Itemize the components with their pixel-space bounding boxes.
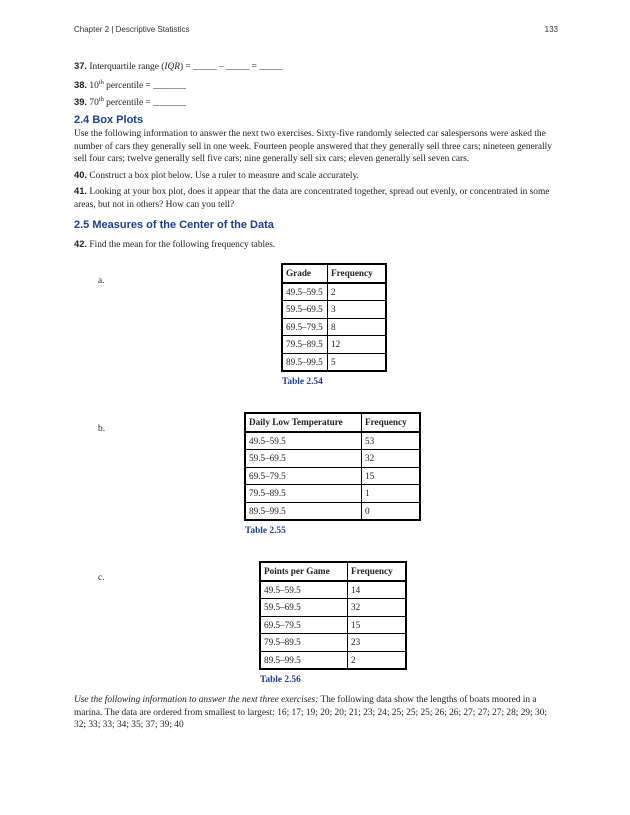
table-cell: 79.5–89.5 <box>245 485 362 503</box>
table-cell: 15 <box>362 467 421 485</box>
table-row <box>282 283 386 301</box>
exercise-number: 39. <box>74 96 88 108</box>
exercise-number: 37. <box>74 60 88 71</box>
boat-lengths-intro <box>74 694 558 732</box>
exercise-text: percentile = _______ <box>103 81 186 92</box>
table-cell: 79.5–89.5 <box>282 336 328 354</box>
exercise-text: ) = _____ – _____ = _____ <box>179 62 283 72</box>
table-row <box>260 581 406 599</box>
section-heading-box-plots: 2.4 Box Plots <box>74 114 144 126</box>
table-row <box>245 467 420 485</box>
column-header: Points per Game <box>260 562 348 581</box>
exercise-37 <box>74 60 558 74</box>
ordinal-suffix: th <box>98 96 104 103</box>
table-cell: 0 <box>362 502 421 520</box>
column-header: Grade <box>282 264 328 283</box>
exercise-text: Find the mean for the following frequency tables. <box>89 240 276 250</box>
exercise-number: 38. <box>74 79 88 91</box>
table-cell: 1 <box>362 485 421 503</box>
instruction-italic: Use the following information to answer the next three exercises: <box>74 695 319 705</box>
table-cell: 49.5–59.5 <box>260 581 348 599</box>
table-cell: 32 <box>348 599 407 617</box>
iqr-symbol: IQR <box>164 62 180 72</box>
item-label-b: b. <box>98 424 106 434</box>
page-number: 133 <box>544 25 558 34</box>
exercise-text: Looking at your box plot, does it appear that the data are concentrated together, spread out evenly, or concentrated in some areas, but not in others? How can you tell? <box>74 187 550 210</box>
table-row <box>260 651 406 669</box>
column-header: Daily Low Temperature <box>245 413 362 432</box>
frequency-table-grade <box>281 263 387 372</box>
table-row <box>260 634 406 652</box>
table-cell: 2 <box>348 651 407 669</box>
table-row <box>245 432 420 450</box>
table-cell: 8 <box>328 318 387 336</box>
table-row <box>260 599 406 617</box>
exercise-number: 41. <box>74 185 88 196</box>
exercise-text: 10 <box>89 81 99 92</box>
item-label-c: c. <box>98 573 105 583</box>
column-header: Frequency <box>348 562 407 581</box>
column-header: Frequency <box>362 413 421 432</box>
table-row <box>245 450 420 468</box>
table-cell: 5 <box>328 353 387 371</box>
table-cell: 2 <box>328 283 387 301</box>
table-cell: 89.5–99.5 <box>245 502 362 520</box>
boat-lengths-data: The following data show the lengths of boats moored in a marina. The data are ordered from smallest to largest: 16; 17; 19; 20; 20; 21; 23; 24; 25; 25; 25; 26; 26; 27; 27; 27; 28; 29; 30; 32; 33; 33; 34; 35; 37; 39; 40 <box>74 695 548 731</box>
table-cell: 49.5–59.5 <box>282 283 328 301</box>
frequency-table-temperature <box>244 412 421 521</box>
table-header-row <box>282 264 386 283</box>
table-cell: 69.5–79.5 <box>282 318 328 336</box>
table-row <box>245 485 420 503</box>
table-caption: Table 2.54 <box>282 377 323 387</box>
table-row <box>282 353 386 371</box>
table-cell: 89.5–99.5 <box>260 651 348 669</box>
table-cell: 69.5–79.5 <box>260 616 348 634</box>
table-cell: 69.5–79.5 <box>245 467 362 485</box>
frequency-table-points <box>259 561 407 670</box>
table-row <box>245 502 420 520</box>
box-plots-intro: Use the following information to answer the next two exercises. Sixty-five randomly selected car salespersons were asked the number of cars they generally sell in one week. Fourteen people answered that they generally sell three cars; nineteen generally sell four cars; twelve generally sell five cars; nine generally sell six cars; eleven generally sell seven cars. <box>74 129 552 165</box>
exercise-number: 42. <box>74 238 88 249</box>
table-cell: 32 <box>362 450 421 468</box>
section-heading-center-of-data: 2.5 Measures of the Center of the Data <box>74 219 274 231</box>
table-header-row <box>260 562 406 581</box>
item-label-a: a. <box>98 276 105 286</box>
exercise-number: 40. <box>74 169 88 180</box>
table-cell: 59.5–69.5 <box>282 301 328 319</box>
table-row <box>282 318 386 336</box>
exercise-41 <box>74 185 558 211</box>
running-header-chapter: Chapter 2 | Descriptive Statistics <box>74 25 190 34</box>
table-cell: 59.5–69.5 <box>245 450 362 468</box>
exercise-39 <box>74 94 558 110</box>
table-cell: 15 <box>348 616 407 634</box>
exercise-text: 70 <box>89 98 99 109</box>
table-cell: 14 <box>348 581 407 599</box>
exercise-text: percentile = _______ <box>103 98 186 109</box>
exercise-40 <box>74 169 558 183</box>
table-cell: 49.5–59.5 <box>245 432 362 450</box>
table-row <box>260 616 406 634</box>
table-cell: 59.5–69.5 <box>260 599 348 617</box>
table-caption: Table 2.56 <box>260 675 301 685</box>
table-cell: 79.5–89.5 <box>260 634 348 652</box>
exercise-38 <box>74 77 558 93</box>
table-cell: 53 <box>362 432 421 450</box>
table-cell: 3 <box>328 301 387 319</box>
table-caption: Table 2.55 <box>245 526 286 536</box>
exercise-text: Interquartile range ( <box>89 62 165 72</box>
table-cell: 12 <box>328 336 387 354</box>
table-cell: 23 <box>348 634 407 652</box>
column-header: Frequency <box>328 264 387 283</box>
table-row <box>282 336 386 354</box>
table-header-row <box>245 413 420 432</box>
ordinal-suffix: th <box>98 79 104 86</box>
exercise-text: Construct a box plot below. Use a ruler to measure and scale accurately. <box>89 171 359 181</box>
table-cell: 89.5–99.5 <box>282 353 328 371</box>
table-row <box>282 301 386 319</box>
exercise-42 <box>74 238 558 252</box>
